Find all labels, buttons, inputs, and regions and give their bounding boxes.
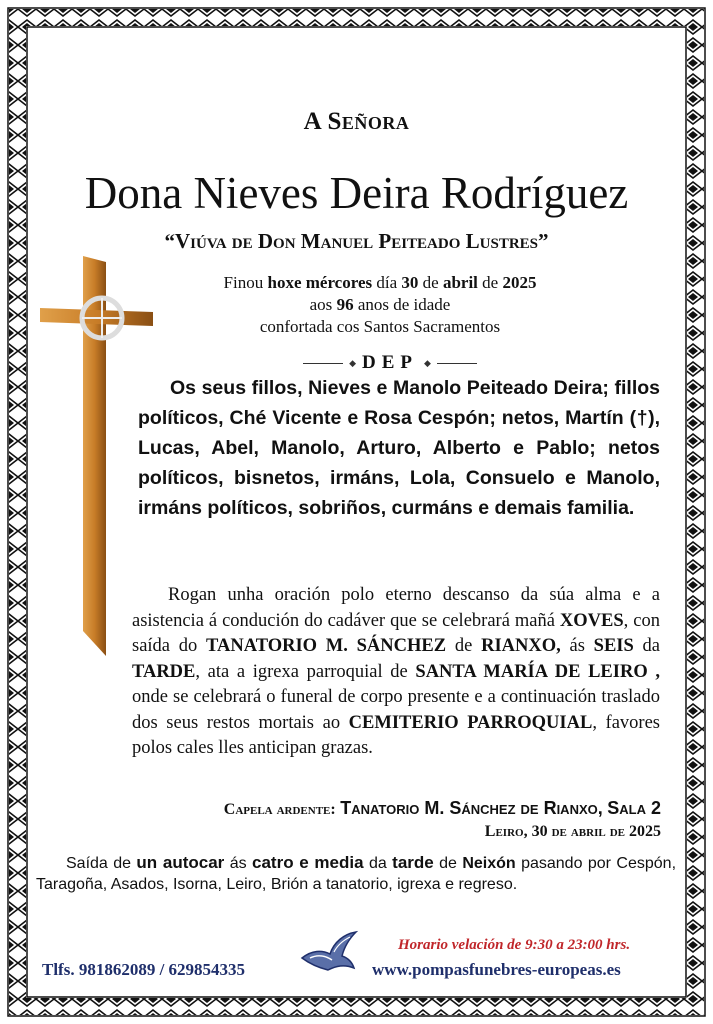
family-paragraph: Os seus fillos, Nieves e Manolo Peiteado Deira; fillos políticos, Ché Vicente e Rosa Cespón; netos, Martín (†), Lucas, Abel, Manolo, Arturo, Alberto e Pablo; netos políticos, bisnetos, irmáns, Lola, Consuelo e Manolo, irmáns políticos, sobriños, curmáns e demais familia.: [138, 377, 660, 519]
vigil-hours: Horario velación de 9:30 a 23:00 hrs.: [398, 937, 631, 953]
chapel-line: Capela ardente: Tanatorio M. Sánchez de Rianxo, Sala 2: [223, 798, 661, 818]
widow-line: “Viúva de Don Manuel Peiteado Lustres”: [164, 229, 549, 253]
dep-label: DEP: [362, 352, 418, 373]
age-line: aos 96 anos de idade: [309, 295, 451, 314]
bus-paragraph: Saída de un autocar ás catro e media da tarde de Neixón pasando por Cespón, Taragoña, Asados, Isorna, Leiro, Brión a tanatorio, igrexa e regreso.: [36, 853, 677, 893]
sacraments-line: confortada cos Santos Sacramentos: [259, 317, 501, 336]
phone-numbers: Tlfs. 981862089 / 629854335: [42, 960, 246, 979]
deceased-name: Dona Nieves Deira Rodríguez: [84, 168, 629, 218]
funeral-paragraph: Rogan unha oración polo eterno descanso da súa alma e a asistencia á condución do cadáver que se celebrará mañá XOVES, con saída do TANATORIO M. SÁNCHEZ de RIANXO, ás SEIS da TARDE, ata a igrexa parroquial de SANTA MARÍA DE LEIRO , onde se celebrará o funeral de corpo presente e a continuación traslado dos seus restos mortais ao CEMITERIO PARROQUIAL, favores polos cales lles anticipan grazas.: [132, 585, 660, 758]
website-link[interactable]: www.pompasfunebres-europeas.es: [372, 960, 621, 979]
place-date: Leiro, 30 de abril de 2025: [484, 823, 661, 840]
dep-divider: ◆ DEP ◆: [270, 352, 510, 374]
heading: A Señora: [303, 108, 410, 135]
death-date-line: Finou hoxe mércores día 30 de abril de 2025: [223, 273, 537, 292]
dove-logo-icon: [298, 928, 360, 974]
death-info: [140, 272, 620, 338]
